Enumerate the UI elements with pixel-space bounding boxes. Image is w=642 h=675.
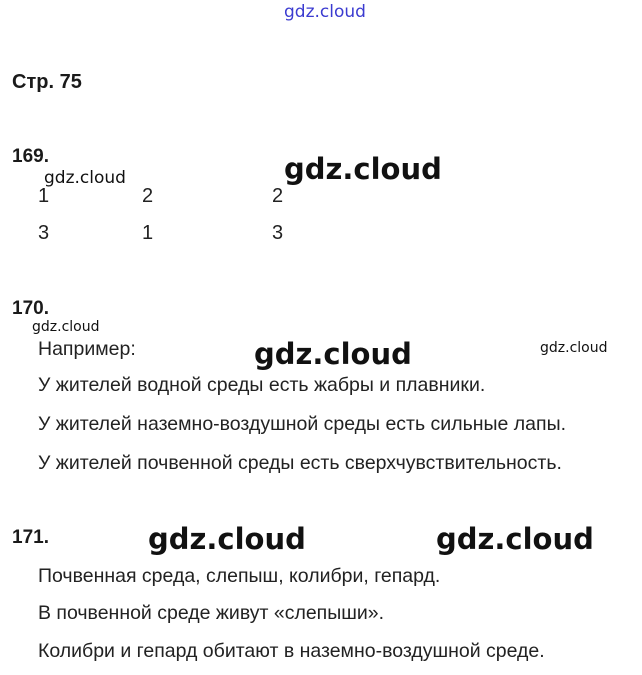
text-line: Почвенная среда, слепыш, колибри, гепард.	[38, 565, 441, 587]
table-cell: 1	[38, 185, 50, 207]
watermark: gdz.cloud	[32, 319, 100, 335]
watermark: gdz.cloud	[436, 522, 594, 556]
site-link[interactable]: gdz.cloud	[284, 2, 366, 22]
watermark: gdz.cloud	[540, 340, 608, 356]
text-line: Например:	[38, 338, 136, 360]
text-line: У жителей почвенной среды есть сверхчувствительность.	[38, 452, 562, 474]
table-cell: 3	[38, 222, 50, 244]
task-169-number: 169.	[12, 146, 49, 167]
task-171-number: 171.	[12, 527, 49, 548]
table-cell: 3	[272, 222, 284, 244]
text-line: Колибри и гепард обитают в наземно-воздушной среде.	[38, 640, 545, 662]
page-label: Стр. 75	[12, 71, 82, 93]
table-cell: 2	[142, 185, 154, 207]
watermark: gdz.cloud	[148, 522, 306, 556]
table-cell: 1	[142, 222, 154, 244]
text-line: У жителей наземно-воздушной среды есть сильные лапы.	[38, 413, 567, 435]
watermark: gdz.cloud	[44, 168, 126, 188]
watermark: gdz.cloud	[254, 337, 412, 371]
task-170-number: 170.	[12, 298, 49, 319]
watermark: gdz.cloud	[284, 152, 442, 186]
text-line: У жителей водной среды есть жабры и плавники.	[38, 374, 486, 396]
table-cell: 2	[272, 185, 284, 207]
text-line: В почвенной среде живут «слепыши».	[38, 602, 385, 624]
